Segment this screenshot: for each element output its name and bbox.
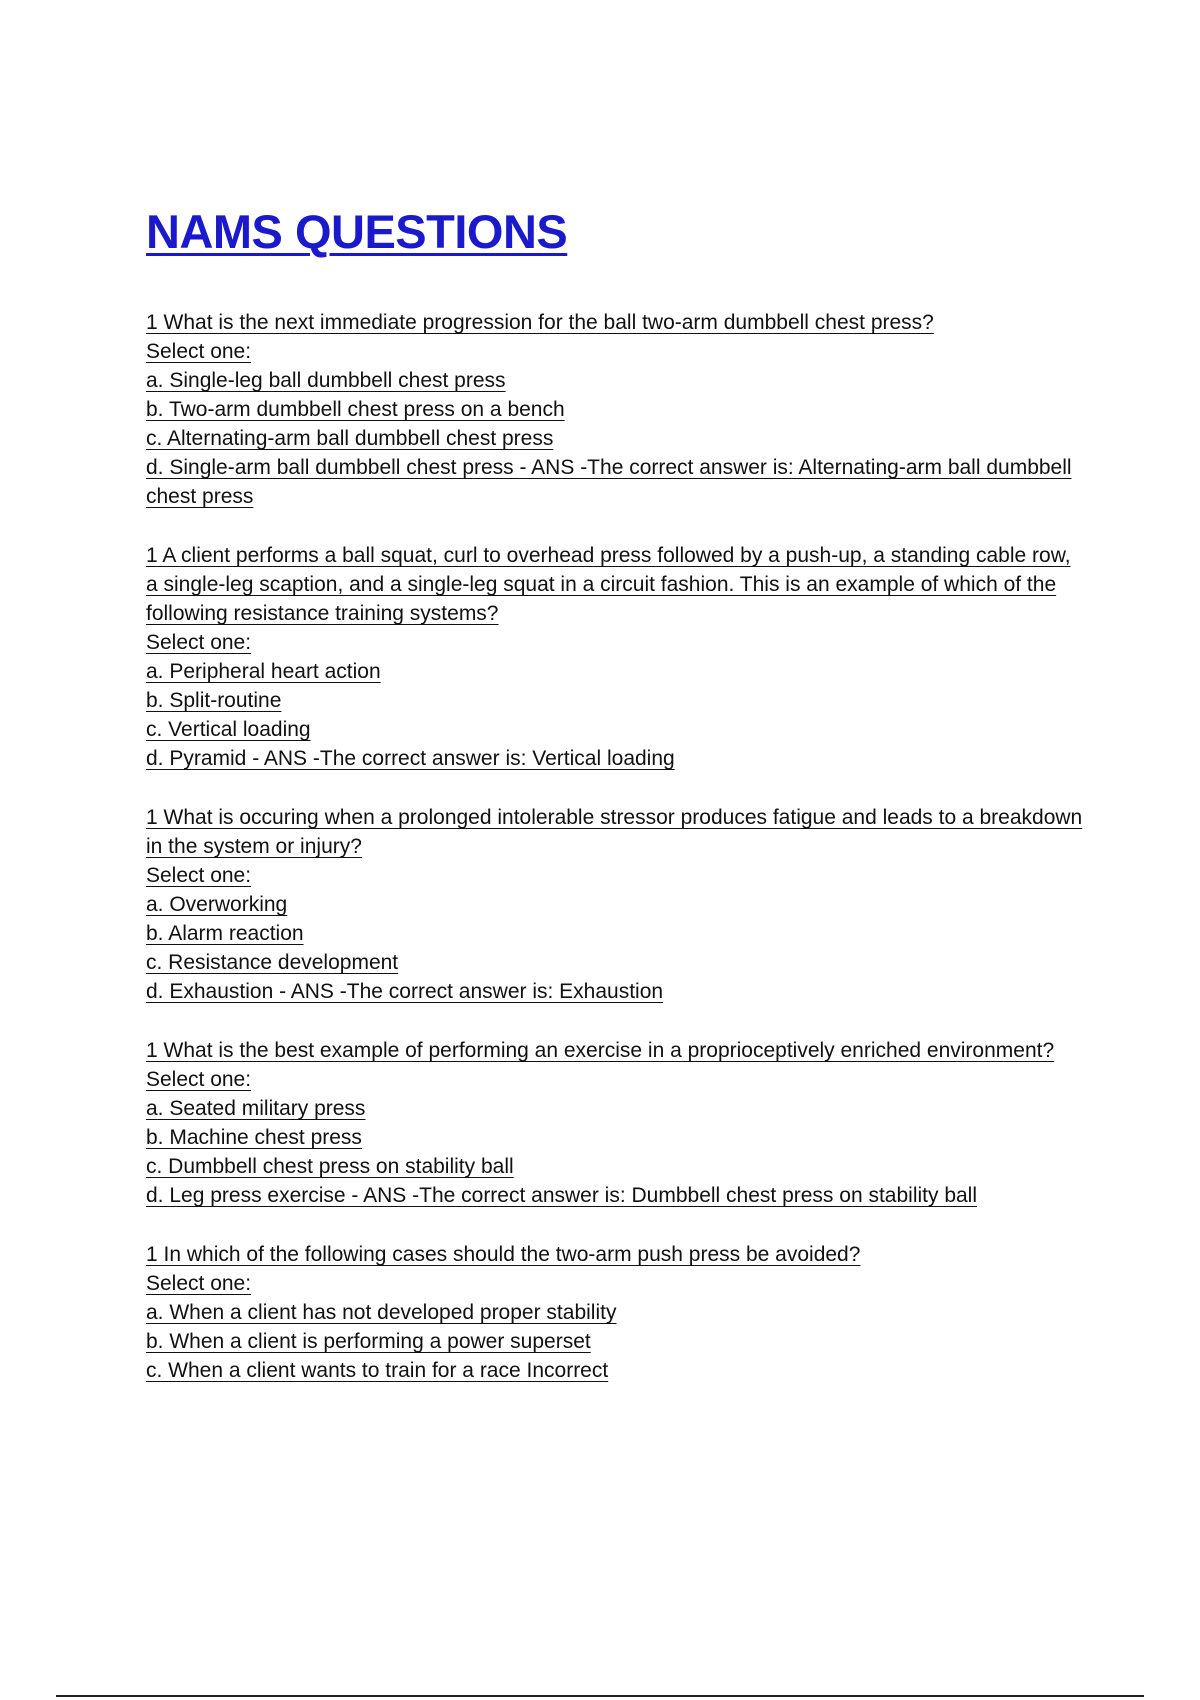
answer-option: d. Leg press exercise - ANS -The correct answer is: Dumbbell chest press on stability ball [146,1184,978,1207]
answer-option: c. Vertical loading [146,718,311,741]
answer-option: c. Dumbbell chest press on stability ball [146,1155,514,1178]
answer-option: b. Two-arm dumbbell chest press on a bench [146,398,565,421]
answer-option: b. Machine chest press [146,1126,362,1149]
footer-divider [56,1695,1144,1697]
question-prompt: 1 What is the best example of performing an exercise in a proprioceptively enriched environment? [146,1039,1055,1062]
answer-option: a. Peripheral heart action [146,660,381,683]
question-prompt: 1 A client performs a ball squat, curl to overhead press followed by a push-up, a standing cable row, a single-leg scaption, and a single-leg squat in a circuit fashion. This is an example of which of the following resistance training systems? [146,544,1071,625]
question-block [146,541,1086,773]
select-one-label: Select one: [146,1272,252,1295]
answer-option: d. Pyramid - ANS -The correct answer is: Vertical loading [146,747,675,770]
answer-option: b. Alarm reaction [146,922,304,945]
select-one-label: Select one: [146,864,252,887]
question-prompt: 1 What is occuring when a prolonged intolerable stressor produces fatigue and leads to a breakdown in the system or injury? [146,806,1083,858]
select-one-label: Select one: [146,1068,252,1091]
page-title: NAMS QUESTIONS [146,205,568,258]
answer-option: d. Single-arm ball dumbbell chest press - ANS -The correct answer is: Alternating-arm ball dumbbell chest press [146,456,1072,508]
question-block [146,1036,1086,1210]
select-one-label: Select one: [146,340,252,363]
answer-option: c. Resistance development [146,951,399,974]
answer-option: c. Alternating-arm ball dumbbell chest press [146,427,554,450]
answer-option: b. Split-routine [146,689,282,712]
question-block [146,308,1086,511]
answer-option: a. Overworking [146,893,288,916]
answer-option: a. Seated military press [146,1097,366,1120]
document-body [146,200,1086,1415]
question-prompt: 1 In which of the following cases should the two-arm push press be avoided? [146,1243,861,1266]
answer-option: c. When a client wants to train for a race Incorrect [146,1359,609,1382]
answer-option: d. Exhaustion - ANS -The correct answer is: Exhaustion [146,980,664,1003]
question-prompt: 1 What is the next immediate progression for the ball two-arm dumbbell chest press? [146,311,934,334]
answer-option: b. When a client is performing a power superset [146,1330,591,1353]
answer-option: a. Single-leg ball dumbbell chest press [146,369,506,392]
question-block [146,803,1086,1006]
answer-option: a. When a client has not developed proper stability [146,1301,617,1324]
select-one-label: Select one: [146,631,252,654]
question-block [146,1240,1086,1385]
